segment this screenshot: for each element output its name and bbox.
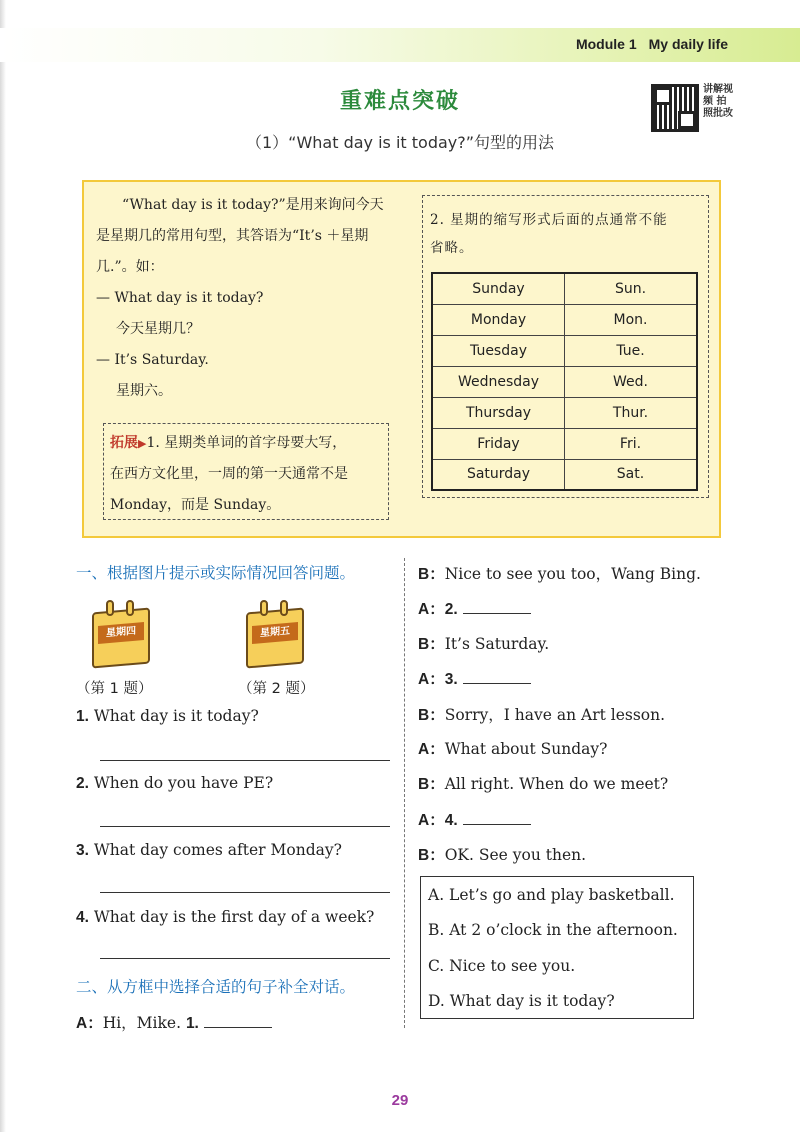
day-name: Tuesday — [432, 335, 565, 366]
calendar-icon-friday — [246, 600, 304, 666]
speaker: B： — [418, 847, 445, 864]
calendar-label: 星期四 — [98, 622, 144, 644]
day-abbr: Sun. — [565, 273, 698, 304]
calendar-icon-thursday — [92, 600, 150, 666]
extension-box — [103, 423, 389, 520]
dialog-line — [418, 703, 665, 725]
question-text: When do you have PE? — [93, 774, 274, 792]
page-number: 29 — [391, 1092, 409, 1109]
question-3 — [76, 841, 342, 860]
extension-line: 在西方文化里，一周的第一天通常不是 — [110, 466, 348, 482]
example-question: — What day is it today? — [96, 290, 264, 306]
dialog-text: OK. See you then. — [444, 846, 587, 864]
dialog-text: Hi，Mike. — [102, 1014, 181, 1032]
dialog-line — [418, 632, 549, 654]
dialog-line — [418, 562, 701, 584]
day-abbr: Tue. — [565, 335, 698, 366]
table-row — [432, 335, 697, 366]
day-abbr: Sat. — [565, 459, 698, 490]
picture-caption: （第 1 题） — [76, 681, 153, 697]
table-row — [432, 273, 697, 304]
answer-line-3[interactable] — [100, 892, 390, 893]
section1-title: 一、根据图片提示或实际情况回答问题。 — [76, 564, 356, 582]
speaker: A： — [76, 1015, 103, 1032]
question-1 — [76, 707, 259, 726]
column-divider — [404, 558, 405, 1028]
weekday-abbreviation-table — [431, 272, 698, 491]
answer-blank[interactable] — [463, 670, 531, 684]
question-2 — [76, 774, 273, 793]
speaker: A： — [418, 812, 445, 829]
dialog-text: Nice to see you too，Wang Bing. — [444, 565, 701, 583]
day-name: Wednesday — [432, 366, 565, 397]
dialog-line — [418, 667, 531, 689]
speaker: B： — [418, 566, 445, 583]
choice-option: A. Let’s go and play basketball. — [428, 886, 675, 904]
abbreviation-note — [430, 206, 702, 262]
table-row — [432, 304, 697, 335]
dialog-line — [418, 843, 586, 865]
speaker: B： — [418, 636, 445, 653]
choice-option: C. Nice to see you. — [428, 957, 576, 975]
dialog-text: All right. When do we meet? — [444, 775, 669, 793]
answer-line-1[interactable] — [100, 760, 390, 761]
day-name: Monday — [432, 304, 565, 335]
question-number: 1. — [76, 708, 89, 725]
note-intro-line: 几.”。如： — [96, 259, 164, 275]
dialog-text: What about Sunday? — [444, 740, 608, 758]
answer-blank[interactable] — [463, 600, 531, 614]
qr-code-icon[interactable] — [651, 84, 699, 132]
note-intro-line: “What day is it today?”是用来询问今天 — [122, 197, 384, 213]
qr-label: 讲解视频 拍照批改 — [703, 84, 733, 119]
table-row — [432, 366, 697, 397]
choice-option: B. At 2 o’clock in the afternoon. — [428, 921, 678, 939]
day-name: Sunday — [432, 273, 565, 304]
example-translation: 星期六。 — [116, 383, 172, 399]
module-label: Module 1 — [575, 36, 637, 52]
calendar-label: 星期五 — [252, 622, 298, 644]
blank-number: 4. — [444, 812, 458, 829]
day-abbr: Mon. — [565, 304, 698, 335]
dialog-line — [418, 597, 531, 619]
running-header — [576, 36, 728, 52]
blank-number: 1. — [185, 1015, 199, 1032]
dialog-line — [418, 772, 668, 794]
question-text: What day is the first day of a week? — [93, 908, 375, 926]
speaker: B： — [418, 707, 445, 724]
extension-line: Monday，而是 Sunday。 — [110, 497, 281, 513]
blank-number: 2. — [444, 601, 458, 618]
abbreviation-note-line: 2. 星期的缩写形式后面的点通常不能 — [430, 212, 668, 228]
answer-blank[interactable] — [463, 811, 531, 825]
note-left-column — [96, 190, 396, 407]
table-row — [432, 428, 697, 459]
speaker: A： — [418, 741, 445, 758]
day-abbr: Fri. — [565, 428, 698, 459]
table-row — [432, 459, 697, 490]
blank-number: 3. — [444, 671, 458, 688]
lesson-subtitle: （1）“What day is it today?”句型的用法 — [245, 133, 555, 152]
extension-label: 拓展 — [110, 435, 138, 451]
speaker: A： — [418, 601, 445, 618]
dialog-line — [418, 808, 531, 830]
picture-caption: （第 2 题） — [238, 681, 315, 697]
table-row — [432, 397, 697, 428]
day-name: Friday — [432, 428, 565, 459]
dialog-text: Sorry，I have an Art lesson. — [444, 706, 666, 724]
question-4 — [76, 908, 374, 927]
dialog-text: It’s Saturday. — [444, 635, 550, 653]
dialog-line — [76, 1011, 272, 1033]
question-number: 2. — [76, 775, 89, 792]
day-name: Saturday — [432, 459, 565, 490]
day-abbr: Wed. — [565, 366, 698, 397]
unit-label: My daily life — [648, 36, 728, 52]
question-text: What day is it today? — [93, 707, 259, 725]
day-abbr: Thur. — [565, 397, 698, 428]
dialog-line — [418, 737, 607, 759]
question-text: What day comes after Monday? — [93, 841, 342, 859]
day-name: Thursday — [432, 397, 565, 428]
page-title: 重难点突破 — [339, 89, 460, 114]
choice-option: D. What day is it today? — [428, 992, 615, 1010]
answer-line-4[interactable] — [100, 958, 390, 959]
note-intro-line: 是星期几的常用句型，其答语为“It’s ＋星期 — [96, 228, 369, 244]
section2-title: 二、从方框中选择合适的句子补全对话。 — [76, 978, 356, 996]
page-edge — [0, 0, 6, 1132]
question-number: 3. — [76, 842, 89, 859]
answer-blank[interactable] — [204, 1014, 272, 1028]
speaker: A： — [418, 671, 445, 688]
speaker: B： — [418, 776, 445, 793]
abbreviation-note-line: 省略。 — [430, 240, 474, 256]
example-answer: — It’s Saturday. — [96, 352, 209, 368]
answer-line-2[interactable] — [100, 826, 390, 827]
example-translation: 今天星期几？ — [116, 321, 200, 337]
arrow-right-icon: ▶ — [138, 437, 147, 450]
question-number: 4. — [76, 909, 89, 926]
extension-line: 1. 星期类单词的首字母要大写， — [146, 435, 347, 451]
